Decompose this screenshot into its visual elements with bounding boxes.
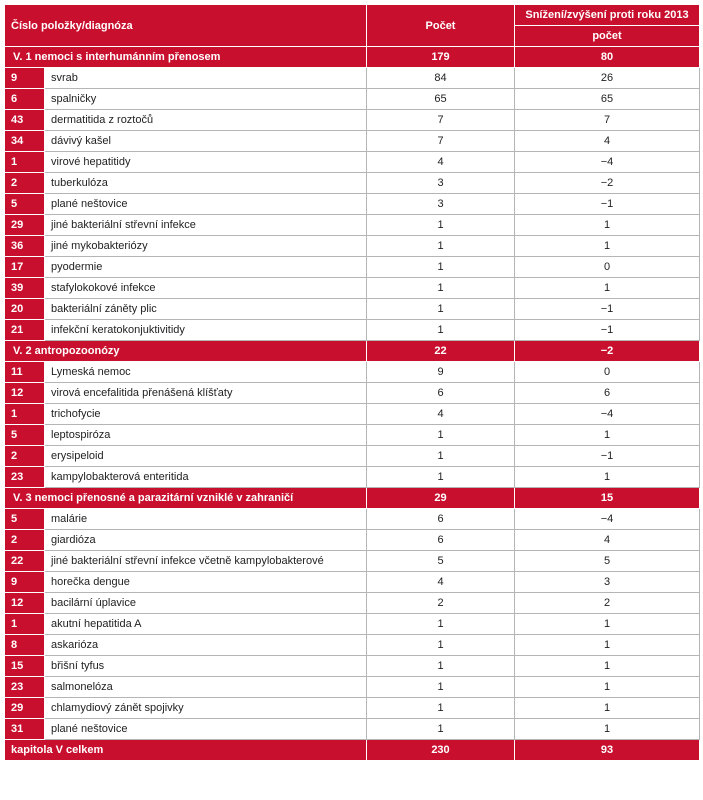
row-change: −4 bbox=[515, 509, 700, 530]
row-count: 4 bbox=[367, 404, 515, 425]
row-count: 3 bbox=[367, 194, 515, 215]
row-diagnosis: bakteriální záněty plic bbox=[45, 299, 367, 320]
row-code: 17 bbox=[5, 257, 45, 278]
section-change: −2 bbox=[515, 341, 700, 362]
table-row bbox=[5, 404, 700, 425]
row-diagnosis: jiné mykobakteriózy bbox=[45, 236, 367, 257]
row-diagnosis: virové hepatitidy bbox=[45, 152, 367, 173]
table-row bbox=[5, 530, 700, 551]
table-row bbox=[5, 572, 700, 593]
row-diagnosis: malárie bbox=[45, 509, 367, 530]
row-code: 2 bbox=[5, 173, 45, 194]
row-diagnosis: spalničky bbox=[45, 89, 367, 110]
table-row bbox=[5, 677, 700, 698]
row-count: 1 bbox=[367, 719, 515, 740]
header-count: Počet bbox=[367, 5, 515, 47]
row-count: 1 bbox=[367, 425, 515, 446]
table-row bbox=[5, 383, 700, 404]
total-count: 230 bbox=[367, 740, 515, 761]
row-code: 1 bbox=[5, 152, 45, 173]
total-label: kapitola V celkem bbox=[5, 740, 367, 761]
disease-table-wrapper bbox=[4, 4, 699, 761]
table-row bbox=[5, 551, 700, 572]
row-count: 1 bbox=[367, 320, 515, 341]
row-count: 1 bbox=[367, 635, 515, 656]
table-row bbox=[5, 257, 700, 278]
table-row bbox=[5, 110, 700, 131]
row-diagnosis: erysipeloid bbox=[45, 446, 367, 467]
row-diagnosis: stafylokokové infekce bbox=[45, 278, 367, 299]
row-count: 1 bbox=[367, 467, 515, 488]
table-row bbox=[5, 194, 700, 215]
row-change: −4 bbox=[515, 404, 700, 425]
row-count: 5 bbox=[367, 551, 515, 572]
row-change: 2 bbox=[515, 593, 700, 614]
row-change: 1 bbox=[515, 278, 700, 299]
row-code: 5 bbox=[5, 509, 45, 530]
table-row bbox=[5, 173, 700, 194]
table-row bbox=[5, 425, 700, 446]
row-change: 4 bbox=[515, 530, 700, 551]
header-item: Číslo položky/diagnóza bbox=[5, 5, 367, 47]
row-code: 12 bbox=[5, 383, 45, 404]
row-change: 5 bbox=[515, 551, 700, 572]
table-row bbox=[5, 215, 700, 236]
total-row bbox=[5, 740, 700, 761]
table-row bbox=[5, 446, 700, 467]
row-code: 36 bbox=[5, 236, 45, 257]
row-code: 5 bbox=[5, 194, 45, 215]
row-diagnosis: leptospiróza bbox=[45, 425, 367, 446]
table-row bbox=[5, 320, 700, 341]
row-diagnosis: virová encefalitida přenášená klíšťaty bbox=[45, 383, 367, 404]
row-count: 4 bbox=[367, 152, 515, 173]
table-row bbox=[5, 467, 700, 488]
row-code: 2 bbox=[5, 446, 45, 467]
row-code: 22 bbox=[5, 551, 45, 572]
row-count: 65 bbox=[367, 89, 515, 110]
row-code: 29 bbox=[5, 215, 45, 236]
row-diagnosis: akutní hepatitida A bbox=[45, 614, 367, 635]
table-row bbox=[5, 719, 700, 740]
row-change: 1 bbox=[515, 614, 700, 635]
row-count: 1 bbox=[367, 677, 515, 698]
table-row bbox=[5, 236, 700, 257]
section-change: 15 bbox=[515, 488, 700, 509]
row-change: 1 bbox=[515, 467, 700, 488]
row-change: 1 bbox=[515, 635, 700, 656]
row-change: 1 bbox=[515, 236, 700, 257]
section-title: V. 1 nemoci s interhumánním přenosem bbox=[5, 47, 367, 68]
row-code: 31 bbox=[5, 719, 45, 740]
row-code: 11 bbox=[5, 362, 45, 383]
row-code: 5 bbox=[5, 425, 45, 446]
row-code: 2 bbox=[5, 530, 45, 551]
header-change: Snížení/zvýšení proti roku 2013 bbox=[515, 5, 700, 26]
row-diagnosis: horečka dengue bbox=[45, 572, 367, 593]
section-count: 179 bbox=[367, 47, 515, 68]
row-diagnosis: jiné bakteriální střevní infekce včetně kampylobakterové bbox=[45, 551, 367, 572]
table-row bbox=[5, 152, 700, 173]
row-diagnosis: bacilární úplavice bbox=[45, 593, 367, 614]
row-count: 3 bbox=[367, 173, 515, 194]
row-change: −1 bbox=[515, 320, 700, 341]
row-count: 7 bbox=[367, 131, 515, 152]
row-code: 23 bbox=[5, 677, 45, 698]
row-change: 1 bbox=[515, 719, 700, 740]
section-count: 22 bbox=[367, 341, 515, 362]
row-diagnosis: infekční keratokonjuktivitidy bbox=[45, 320, 367, 341]
row-count: 1 bbox=[367, 299, 515, 320]
section-row bbox=[5, 47, 700, 68]
table-row bbox=[5, 593, 700, 614]
row-code: 9 bbox=[5, 68, 45, 89]
table-row bbox=[5, 89, 700, 110]
section-row bbox=[5, 488, 700, 509]
row-change: 7 bbox=[515, 110, 700, 131]
row-diagnosis: pyodermie bbox=[45, 257, 367, 278]
row-change: 0 bbox=[515, 362, 700, 383]
row-count: 1 bbox=[367, 656, 515, 677]
row-diagnosis: tuberkulóza bbox=[45, 173, 367, 194]
row-diagnosis: jiné bakteriální střevní infekce bbox=[45, 215, 367, 236]
row-code: 23 bbox=[5, 467, 45, 488]
header-change-sub: počet bbox=[515, 26, 700, 47]
row-code: 20 bbox=[5, 299, 45, 320]
row-code: 29 bbox=[5, 698, 45, 719]
row-count: 4 bbox=[367, 572, 515, 593]
row-count: 6 bbox=[367, 509, 515, 530]
table-row bbox=[5, 698, 700, 719]
table-row bbox=[5, 278, 700, 299]
row-count: 6 bbox=[367, 530, 515, 551]
row-count: 84 bbox=[367, 68, 515, 89]
row-change: 1 bbox=[515, 425, 700, 446]
table-row bbox=[5, 299, 700, 320]
row-change: 26 bbox=[515, 68, 700, 89]
row-diagnosis: giardióza bbox=[45, 530, 367, 551]
row-code: 15 bbox=[5, 656, 45, 677]
row-count: 1 bbox=[367, 215, 515, 236]
row-diagnosis: kampylobakterová enteritida bbox=[45, 467, 367, 488]
row-change: 0 bbox=[515, 257, 700, 278]
row-diagnosis: svrab bbox=[45, 68, 367, 89]
section-title: V. 2 antropozoonózy bbox=[5, 341, 367, 362]
row-count: 1 bbox=[367, 278, 515, 299]
section-count: 29 bbox=[367, 488, 515, 509]
row-count: 2 bbox=[367, 593, 515, 614]
row-diagnosis: salmonelóza bbox=[45, 677, 367, 698]
row-code: 1 bbox=[5, 404, 45, 425]
row-diagnosis: plané neštovice bbox=[45, 719, 367, 740]
table-row bbox=[5, 509, 700, 530]
table-row bbox=[5, 131, 700, 152]
row-diagnosis: plané neštovice bbox=[45, 194, 367, 215]
row-count: 9 bbox=[367, 362, 515, 383]
row-change: 1 bbox=[515, 677, 700, 698]
row-count: 1 bbox=[367, 236, 515, 257]
row-code: 8 bbox=[5, 635, 45, 656]
row-code: 21 bbox=[5, 320, 45, 341]
row-diagnosis: askarióza bbox=[45, 635, 367, 656]
row-count: 7 bbox=[367, 110, 515, 131]
row-code: 12 bbox=[5, 593, 45, 614]
row-diagnosis: Lymeská nemoc bbox=[45, 362, 367, 383]
table-row bbox=[5, 614, 700, 635]
row-diagnosis: dermatitida z roztočů bbox=[45, 110, 367, 131]
header-row bbox=[5, 5, 700, 26]
row-change: −4 bbox=[515, 152, 700, 173]
section-row bbox=[5, 341, 700, 362]
disease-table bbox=[4, 4, 700, 761]
row-code: 1 bbox=[5, 614, 45, 635]
row-change: −1 bbox=[515, 446, 700, 467]
total-change: 93 bbox=[515, 740, 700, 761]
row-count: 1 bbox=[367, 446, 515, 467]
row-code: 9 bbox=[5, 572, 45, 593]
row-diagnosis: chlamydiový zánět spojivky bbox=[45, 698, 367, 719]
row-change: −1 bbox=[515, 194, 700, 215]
row-change: 1 bbox=[515, 215, 700, 236]
row-count: 1 bbox=[367, 257, 515, 278]
row-code: 43 bbox=[5, 110, 45, 131]
row-change: 4 bbox=[515, 131, 700, 152]
row-change: 1 bbox=[515, 698, 700, 719]
table-row bbox=[5, 635, 700, 656]
row-diagnosis: dávivý kašel bbox=[45, 131, 367, 152]
row-diagnosis: trichofycie bbox=[45, 404, 367, 425]
row-count: 1 bbox=[367, 614, 515, 635]
row-code: 6 bbox=[5, 89, 45, 110]
row-diagnosis: břišní tyfus bbox=[45, 656, 367, 677]
section-title: V. 3 nemoci přenosné a parazitární vzniklé v zahraničí bbox=[5, 488, 367, 509]
row-change: −1 bbox=[515, 299, 700, 320]
table-row bbox=[5, 362, 700, 383]
row-change: 65 bbox=[515, 89, 700, 110]
section-change: 80 bbox=[515, 47, 700, 68]
table-row bbox=[5, 68, 700, 89]
row-code: 34 bbox=[5, 131, 45, 152]
row-change: 1 bbox=[515, 656, 700, 677]
row-change: 6 bbox=[515, 383, 700, 404]
row-change: 3 bbox=[515, 572, 700, 593]
row-count: 1 bbox=[367, 698, 515, 719]
row-code: 39 bbox=[5, 278, 45, 299]
table-row bbox=[5, 656, 700, 677]
table-body bbox=[5, 47, 700, 740]
row-count: 6 bbox=[367, 383, 515, 404]
row-change: −2 bbox=[515, 173, 700, 194]
